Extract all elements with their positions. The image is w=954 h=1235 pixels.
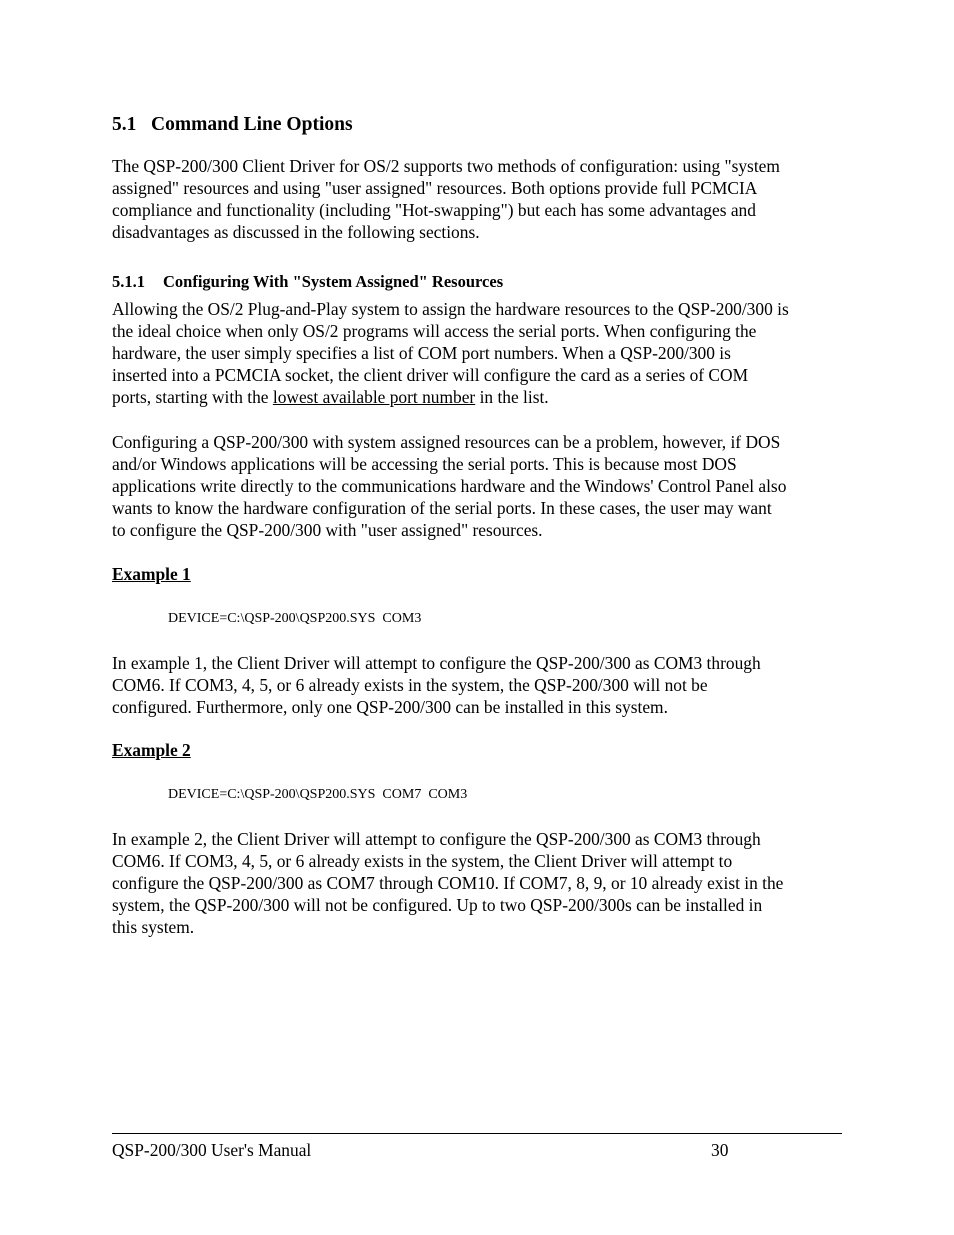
subsection-title: Configuring With "System Assigned" Resources [163, 272, 504, 291]
text-line: compliance and functionality (including "Hot-swapping") but each has some advantages and [112, 200, 756, 220]
text-line: hardware, the user simply specifies a list of COM port numbers. When a QSP-200/300 is [112, 343, 731, 363]
text-run: in the list. [475, 387, 549, 407]
example-1-code: DEVICE=C:\QSP-200\QSP200.SYS COM3 [168, 611, 422, 626]
text-line: In example 1, the Client Driver will attempt to configure the QSP-200/300 as COM3 through [112, 653, 761, 673]
system-assigned-paragraph [112, 298, 842, 408]
text-line: In example 2, the Client Driver will attempt to configure the QSP-200/300 as COM3 through [112, 829, 761, 849]
text-line: configure the QSP-200/300 as COM7 through COM10. If COM7, 8, 9, or 10 already exist in the [112, 873, 784, 893]
text-line: applications write directly to the communications hardware and the Windows' Control Panel also [112, 476, 787, 496]
example-1-paragraph [112, 652, 842, 718]
text-line: this system. [112, 917, 195, 937]
section-title: Command Line Options [151, 114, 353, 135]
underlined-phrase: lowest available port number [272, 387, 476, 407]
example-1-heading: Example 1 [112, 564, 191, 584]
text-line: Allowing the OS/2 Plug-and-Play system to assign the hardware resources to the QSP-200/300 is [112, 299, 789, 319]
text-line: assigned" resources and using "user assigned" resources. Both options provide full PCMCIA [112, 178, 758, 198]
text-line: to configure the QSP-200/300 with "user assigned" resources. [112, 520, 543, 540]
section-heading [112, 114, 353, 136]
section-number: 5.1 [112, 114, 137, 135]
text-line: system, the QSP-200/300 will not be configured. Up to two QSP-200/300s can be installed in [112, 895, 763, 915]
dos-windows-paragraph [112, 431, 842, 541]
example-2-heading: Example 2 [112, 740, 191, 760]
text-line: and/or Windows applications will be accessing the serial ports. This is because most DOS [112, 454, 737, 474]
text-line: inserted into a PCMCIA socket, the client driver will configure the card as a series of COM [112, 365, 749, 385]
text-line [112, 386, 842, 408]
text-line: configured. Furthermore, only one QSP-200/300 can be installed in this system. [112, 697, 668, 717]
text-line: disadvantages as discussed in the following sections. [112, 222, 480, 242]
text-run: ports, starting with the [112, 387, 273, 407]
text-line: The QSP-200/300 Client Driver for OS/2 supports two methods of configuration: using "system [112, 156, 780, 176]
text-line: wants to know the hardware configuration of the serial ports. In these cases, the user may want [112, 498, 772, 518]
intro-paragraph [112, 155, 842, 243]
subsection-number: 5.1.1 [112, 272, 145, 291]
text-line: COM6. If COM3, 4, 5, or 6 already exists in the system, the QSP-200/300 will not be [112, 675, 708, 695]
text-line: the ideal choice when only OS/2 programs will access the serial ports. When configuring the [112, 321, 757, 341]
text-line: Configuring a QSP-200/300 with system assigned resources can be a problem, however, if DOS [112, 432, 781, 452]
page-number: 30 [711, 1140, 729, 1160]
example-2-paragraph [112, 828, 842, 938]
footer-divider [112, 1133, 842, 1134]
text-line: COM6. If COM3, 4, 5, or 6 already exists in the system, the Client Driver will attempt to [112, 851, 733, 871]
example-2-code: DEVICE=C:\QSP-200\QSP200.SYS COM7 COM3 [168, 787, 468, 802]
subsection-heading [112, 272, 503, 292]
footer-title: QSP-200/300 User's Manual [112, 1140, 312, 1160]
